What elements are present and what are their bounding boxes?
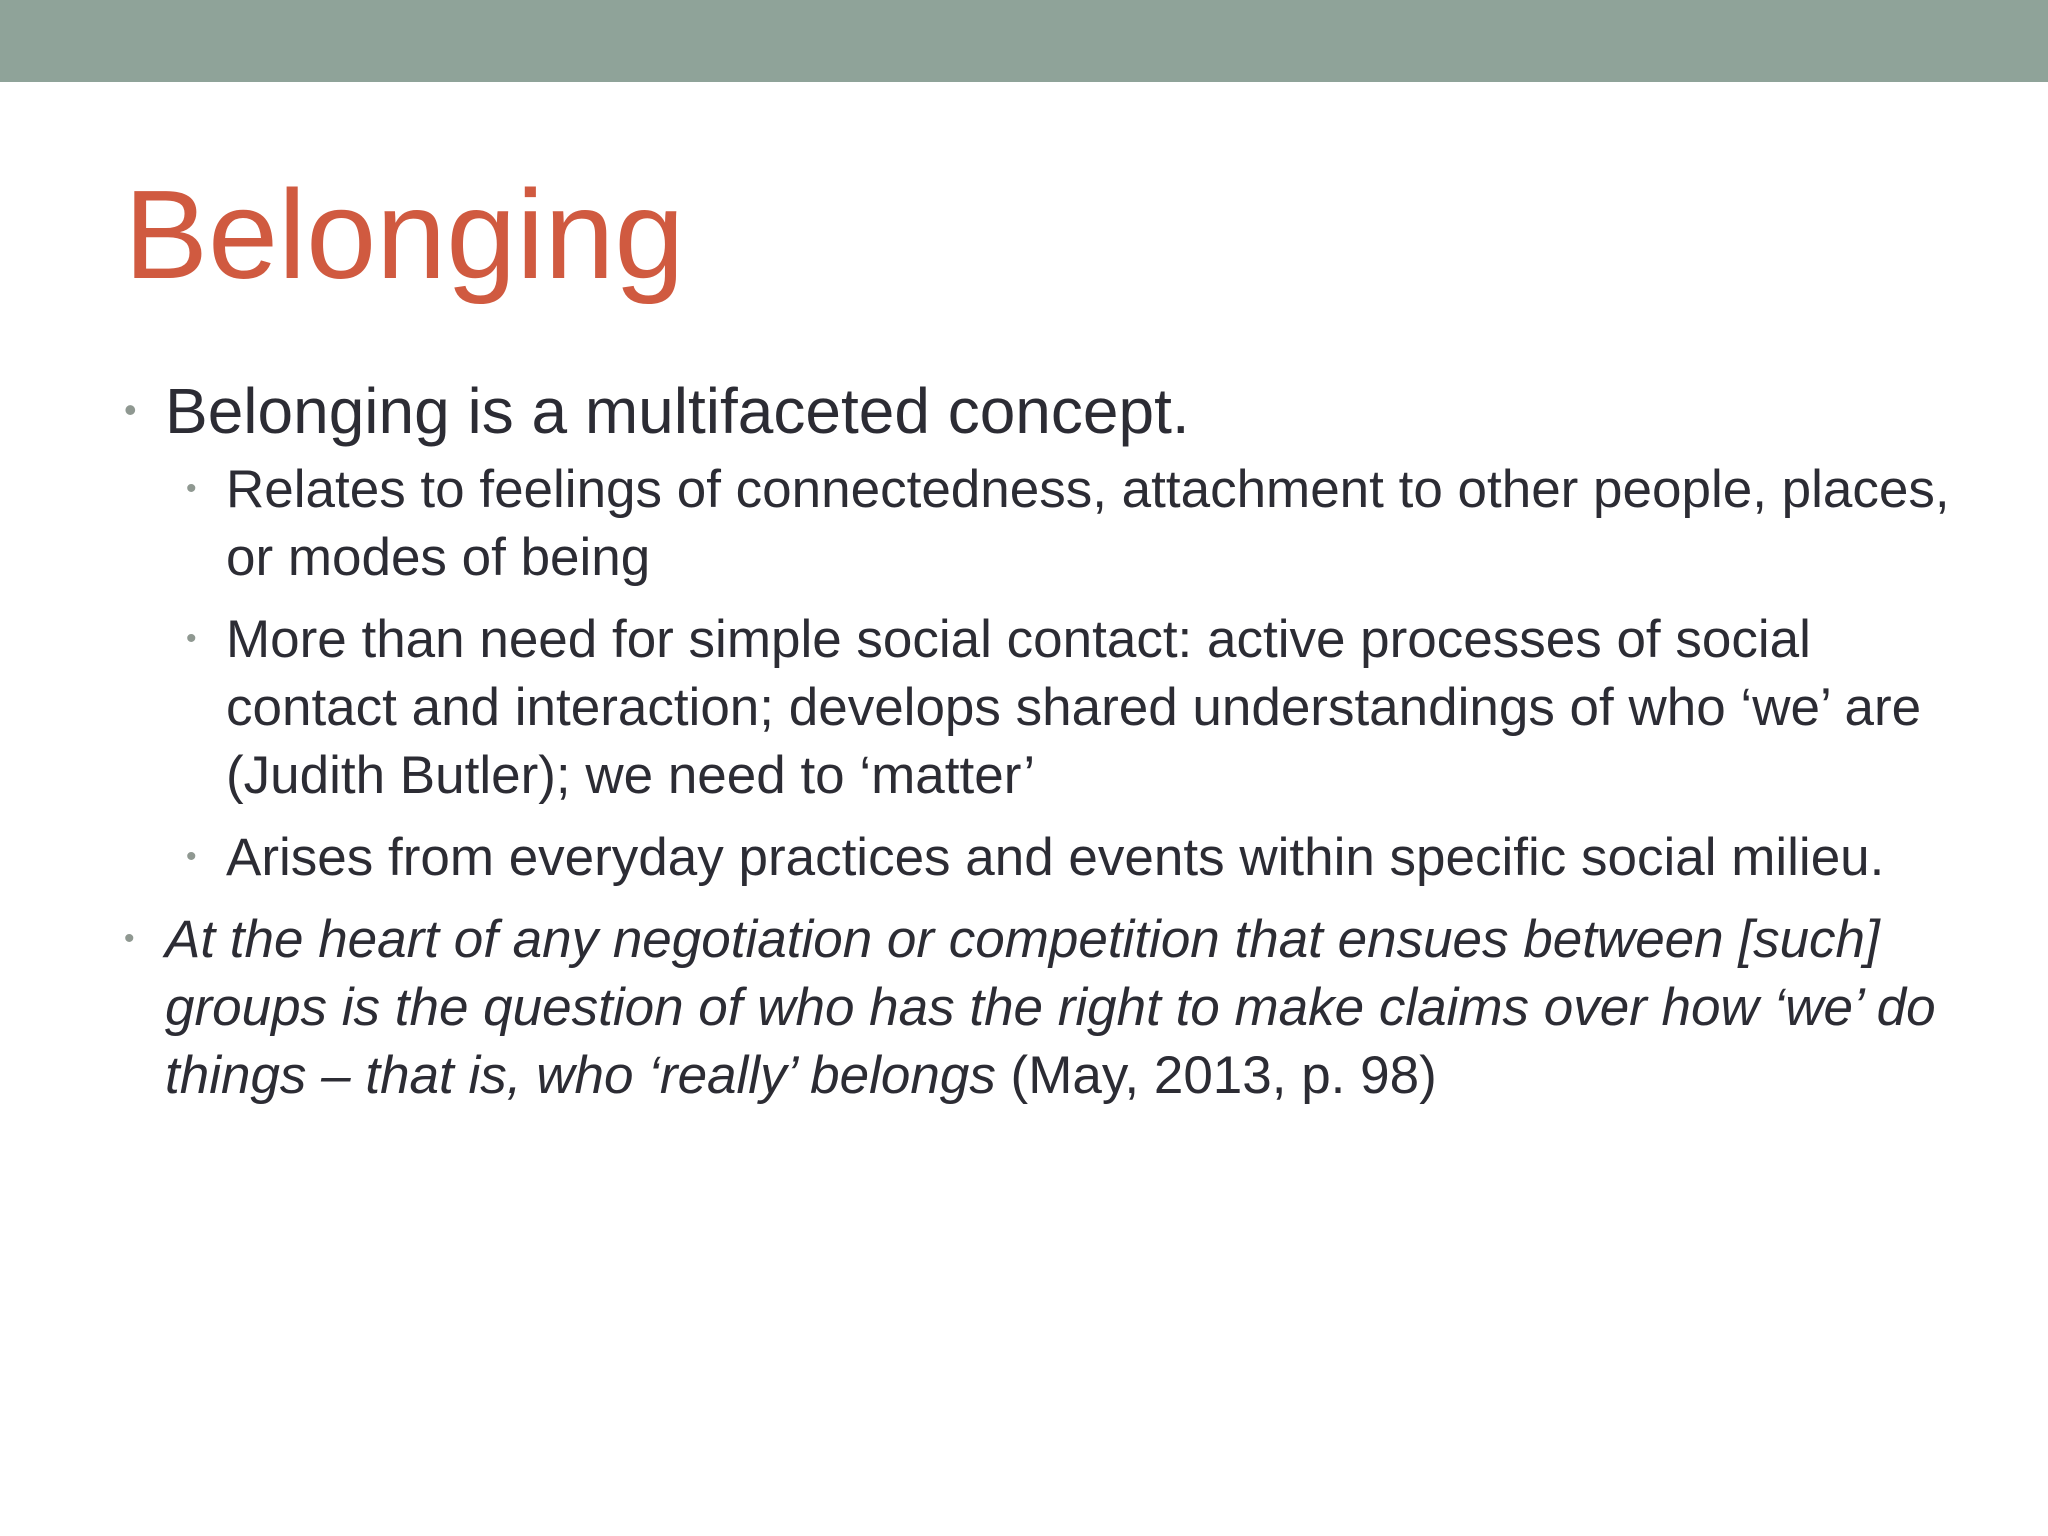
quote-text: At the heart of any negotiation or competition that ensues between [such] groups is the question of who has the right to make claims over how ‘we’ do things – that is, who ‘really’ belongs: [165, 910, 1936, 1105]
bullet-dot-icon: •: [186, 622, 197, 655]
sub-bullet-everyday-practices: [186, 824, 1964, 892]
slide-title: Belonging: [124, 164, 685, 305]
bullet-text: Belonging is a multifaceted concept.: [165, 375, 1190, 447]
sub-bullet-connectedness: [186, 456, 1964, 592]
quote-citation: (May, 2013, p. 98): [995, 1046, 1437, 1105]
bullet-dot-icon: •: [186, 472, 197, 505]
bullet-multifaceted-concept: [124, 370, 1964, 452]
sub-bullet-social-contact: [186, 606, 1964, 810]
bullet-dot-icon: •: [124, 389, 137, 430]
slide-body: [124, 370, 1964, 1110]
sub-bullet-text: Arises from everyday practices and events within specific social milieu.: [226, 828, 1885, 887]
top-accent-bar: [0, 0, 2048, 82]
sub-bullet-text: More than need for simple social contact: active processes of social contact and interaction; develops shared understandings of who ‘we’ are (Judith Butler); we need to ‘matter’: [226, 610, 1922, 805]
bullet-quote: [124, 906, 1964, 1110]
bullet-dot-icon: •: [186, 840, 197, 873]
sub-bullet-text: Relates to feelings of connectedness, attachment to other people, places, or modes of being: [226, 460, 1950, 587]
bullet-dot-icon: •: [124, 922, 135, 955]
